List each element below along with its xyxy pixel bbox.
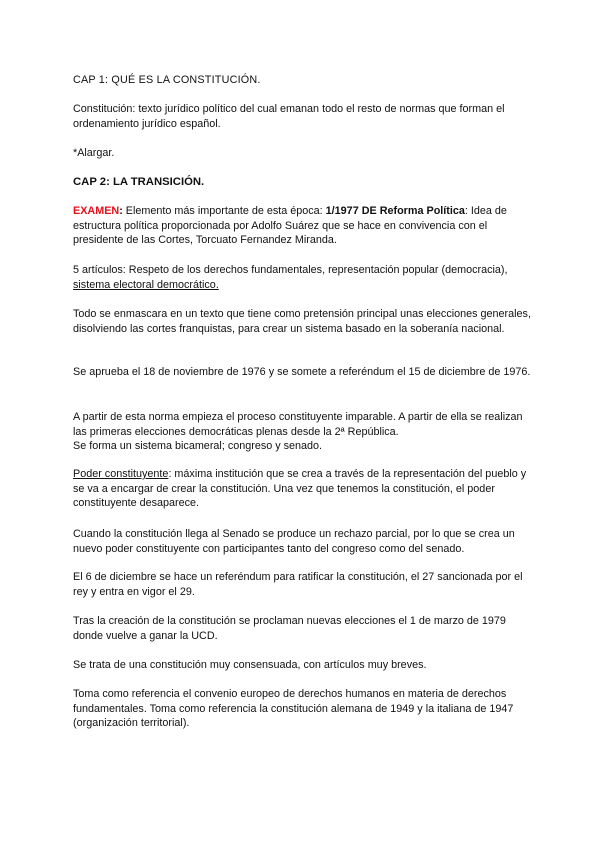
consensuada-paragraph: Se trata de una constitución muy consensuada, con artículos muy breves. [73,659,427,671]
examen-text-2: : Idea de estructura política proporcionada por Adolfo Suárez que se hace en convivencia con el presidente de las Cortes, Torcuato Fernandez Miranda. [73,205,507,247]
articulos-text: 5 artículos: Respeto de los derechos fundamentales, representación popular (democracia), [73,264,508,276]
chapter-1-title: CAP 1: QUÉ ES LA CONSTITUCIÓN. [73,74,261,86]
referencia-paragraph: Toma como referencia el convenio europeo de derechos humanos en materia de derechos fundamentales. Toma como referencia la constitución alemana de 1949 y la italiana de 1947 (organización territorial). [73,688,514,730]
examen-text-1: Elemento más importante de esta época: [122,205,326,217]
sistema-bicameral-line: Se forma un sistema bicameral; congreso y senado. [73,440,323,453]
examen-label: EXAMEN [73,205,120,217]
examen-paragraph [73,204,533,248]
chapter-2-title: CAP 2: LA TRANSICIÓN. [73,176,205,188]
referendum-paragraph: El 6 de diciembre se hace un referéndum para ratificar la constitución, el 27 sancionada por el rey y entra en vigor el 29. [73,571,523,598]
reforma-politica-law: 1/1977 DE Reforma Política [325,205,465,217]
examen-colon: : [119,205,123,217]
proceso-constituyente-line-1: A partir de esta norma empieza el proceso constituyente imparable. A partir de ella se realizan las primeras elecciones democráticas plenas desde la 2ª República. [73,411,523,438]
constitucion-definition: Constitución: texto jurídico político del cual emanan todo el resto de normas que forman el ordenamiento jurídico español. [73,103,505,130]
poder-constituyente-text: : máxima institución que se crea a través de la representación del pueblo y se va a encargar de crear la constitución. Una vez que tenemos la constitución, el poder constituyente desaparece. [73,468,527,510]
proceso-constituyente-paragraph [73,410,533,454]
poder-constituyente-term: Poder constituyente [73,468,169,480]
aprueba-paragraph: Se aprueba el 18 de noviembre de 1976 y se somete a referéndum el 15 de diciembre de 1976. [73,366,531,378]
enmascara-paragraph: Todo se enmascara en un texto que tiene como pretensión principal unas elecciones generales, disolviendo las cortes franquistas, para crear un sistema basado en la soberanía nacional. [73,308,531,335]
alargar-note: *Alargar. [73,147,115,159]
sistema-electoral-underlined: sistema electoral democrático. [73,278,219,291]
elecciones-1979-paragraph: Tras la creación de la constitución se proclaman nuevas elecciones el 1 de marzo de 1979 donde vuelve a ganar la UCD. [73,615,506,642]
senado-paragraph: Cuando la constitución llega al Senado se produce un rechazo parcial, por lo que se crea un nuevo poder constituyente con participantes tanto del congreso como del senado. [73,528,515,555]
poder-constituyente-paragraph [73,467,533,511]
articulos-paragraph [73,263,533,292]
